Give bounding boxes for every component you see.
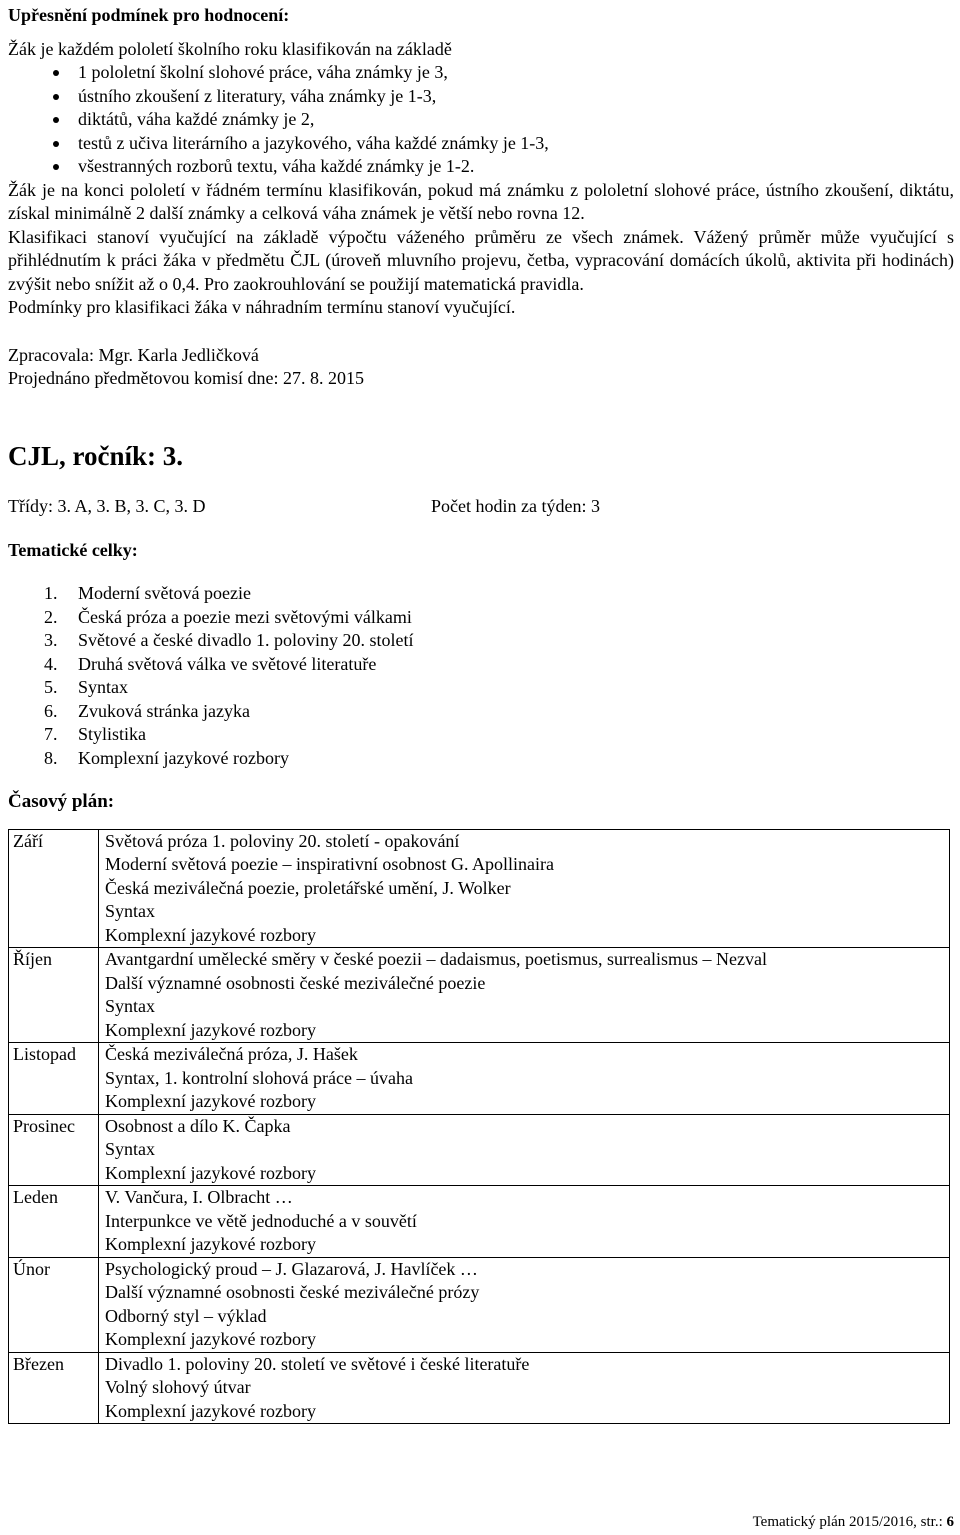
topic-item — [8, 582, 954, 606]
document-page — [8, 0, 954, 1424]
topic-label: Syntax — [78, 677, 129, 697]
list-item: 1 pololetní školní slohové práce, váha známky je 3, — [8, 61, 954, 85]
topic-number: 7. — [44, 724, 58, 744]
page-number: 6 — [946, 1514, 954, 1530]
table-row — [9, 1352, 950, 1424]
list-item: všestranných rozborů textu, váha každé známky je 1-2. — [8, 155, 954, 179]
topic-number: 3. — [44, 630, 58, 650]
plan-item: Avantgardní umělecké směry v české poezii – dadaismus, poetismus, surrealismus – Nezval — [105, 949, 767, 969]
topic-item — [8, 629, 954, 653]
list-item: testů z učiva literárního a jazykového, váha každé známky je 1-3, — [8, 132, 954, 156]
plan-item: Syntax — [105, 901, 156, 921]
plan-item: Syntax — [105, 1139, 156, 1159]
table-row — [9, 1043, 950, 1115]
topic-item — [8, 606, 954, 630]
plan-item: Syntax, 1. kontrolní slohová práce – úvaha — [105, 1067, 413, 1088]
topics-cell — [99, 1043, 950, 1115]
paragraph-substitute-term: Podmínky pro klasifikaci žáka v náhradním termínu stanoví vyučující. — [8, 297, 516, 317]
plan-item: Komplexní jazykové rozbory — [105, 1091, 316, 1111]
topic-number: 6. — [44, 700, 58, 721]
topics-cell — [99, 1352, 950, 1424]
topic-item — [8, 747, 954, 771]
topic-label: Komplexní jazykové rozbory — [78, 747, 289, 768]
topics-cell — [99, 1114, 950, 1186]
page-footer — [753, 1511, 954, 1535]
topic-item — [8, 676, 954, 700]
plan-item: Syntax — [105, 996, 156, 1016]
month-cell: Září — [9, 829, 99, 948]
subject-title: CJL, ročník: 3. — [8, 440, 184, 471]
plan-item: Komplexní jazykové rozbory — [105, 1019, 316, 1040]
grading-criteria-list — [8, 61, 954, 179]
plan-item: Další významné osobnosti české meziválečné poezie — [105, 972, 486, 993]
plan-item: Psychologický proud – J. Glazarová, J. Havlíček … — [105, 1258, 478, 1279]
topics-cell — [99, 1186, 950, 1258]
plan-item: Česká meziválečná próza, J. Hašek — [105, 1044, 358, 1064]
classes-label: Třídy: 3. A, 3. B, 3. C, 3. D — [8, 495, 206, 516]
month-cell: Leden — [9, 1186, 99, 1258]
signature-block — [8, 344, 954, 391]
plan-item: Divadlo 1. poloviny 20. století ve světové i české literatuře — [105, 1353, 530, 1374]
month-cell: Říjen — [9, 948, 99, 1043]
topic-number: 8. — [44, 747, 58, 768]
topic-number: 1. — [44, 583, 58, 603]
plan-item: V. Vančura, I. Olbracht … — [105, 1187, 293, 1207]
plan-item: Komplexní jazykové rozbory — [105, 1329, 316, 1349]
month-cell: Prosinec — [9, 1114, 99, 1186]
footer-label: Tematický plán 2015/2016, str.: — [752, 1514, 943, 1530]
weekly-hours: Počet hodin za týden: 3 — [431, 495, 600, 516]
list-item: diktátů, váha každé známky je 2, — [8, 108, 954, 132]
table-row — [9, 829, 950, 948]
topic-item — [8, 653, 954, 677]
topic-label: Moderní světová poezie — [78, 583, 251, 603]
plan-item: Další významné osobnosti české meziválečné prózy — [105, 1282, 480, 1302]
plan-item: Odborný styl – výklad — [105, 1305, 267, 1326]
table-row — [9, 1186, 950, 1258]
plan-item: Interpunkce ve větě jednoduché a v souvětí — [105, 1210, 417, 1231]
topic-item — [8, 700, 954, 724]
time-plan-table — [8, 829, 950, 1425]
plan-item: Komplexní jazykové rozbory — [105, 1234, 316, 1254]
month-cell: Listopad — [9, 1043, 99, 1115]
plan-item: Komplexní jazykové rozbory — [105, 1162, 316, 1183]
topics-cell — [99, 829, 950, 948]
month-cell: Únor — [9, 1257, 99, 1352]
topic-label: Zvuková stránka jazyka — [78, 700, 250, 721]
paragraph-weighted-average: Klasifikaci stanoví vyučující na základě výpočtu váženého průměru ze všech známek. Vážený průměr může vyučující s přihlédnutím k práci žáka v předmětu ČJL (úroveň mluvního projevu, četba, vypracování domácích úkolů, aktivita při hodinách) zvýšit nebo snížit až o 0,4. Pro zaokrouhlování se použijí matematická pravidla. — [8, 226, 954, 294]
topic-number: 2. — [44, 606, 58, 627]
topics-list — [8, 582, 954, 770]
topics-cell — [99, 948, 950, 1043]
topic-label: Druhá světová válka ve světové literatuře — [78, 653, 377, 674]
classes-row — [8, 495, 954, 519]
topic-number: 4. — [44, 653, 58, 674]
topic-label: Stylistika — [78, 724, 147, 744]
topics-cell — [99, 1257, 950, 1352]
plan-heading: Časový plán: — [8, 791, 115, 812]
month-cell: Březen — [9, 1352, 99, 1424]
topic-number: 5. — [44, 677, 58, 697]
plan-item: Moderní světová poezie – inspirativní osobnost G. Apollinaira — [105, 854, 554, 874]
approval-date: Projednáno předmětovou komisí dne: 27. 8. 2015 — [8, 368, 364, 388]
topic-label: Světové a české divadlo 1. poloviny 20. století — [78, 630, 414, 650]
section-heading-evaluation: Upřesnění podmínek pro hodnocení: — [8, 5, 290, 25]
intro-text: Žák je každém pololetí školního roku klasifikován na základě — [8, 38, 452, 59]
topic-label: Česká próza a poezie mezi světovými válkami — [78, 606, 412, 627]
table-row — [9, 1257, 950, 1352]
plan-item: Volný slohový útvar — [105, 1377, 251, 1397]
topics-heading: Tematické celky: — [8, 539, 138, 560]
list-item: ústního zkoušení z literatury, váha známky je 1-3, — [8, 85, 954, 109]
plan-item: Komplexní jazykové rozbory — [105, 924, 316, 945]
table-row — [9, 1114, 950, 1186]
plan-item: Komplexní jazykové rozbory — [105, 1400, 316, 1421]
table-row — [9, 948, 950, 1043]
paragraph-classification-term: Žák je na konci pololetí v řádném termínu klasifikován, pokud má známku z pololetní slohové práce, ústního zkoušení, diktátu, získal minimálně 2 další známky a celková váha známek je větší nebo rovna 12. — [8, 179, 954, 223]
plan-item: Česká meziválečná poezie, proletářské umění, J. Wolker — [105, 877, 511, 898]
topic-item — [8, 723, 954, 747]
prepared-by: Zpracovala: Mgr. Karla Jedličková — [8, 344, 259, 365]
plan-item: Světová próza 1. poloviny 20. století - opakování — [105, 830, 460, 851]
plan-item: Osobnost a dílo K. Čapka — [105, 1115, 291, 1136]
